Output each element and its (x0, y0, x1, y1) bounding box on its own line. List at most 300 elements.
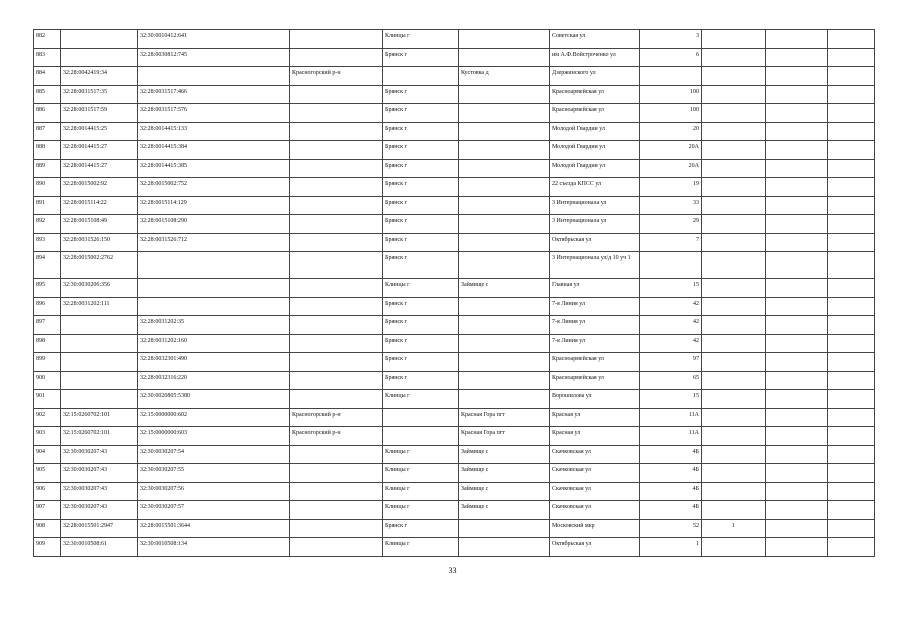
table-row (34, 85, 875, 104)
table-row (34, 233, 875, 252)
district-cell (290, 501, 383, 520)
cadastral-number-land: 32:28:0015114:22 (61, 196, 138, 215)
table-row (34, 178, 875, 197)
city-cell: Брянск г (383, 233, 459, 252)
city-cell: Брянск г (383, 252, 459, 279)
extra-cell (702, 196, 766, 215)
district-cell (290, 482, 383, 501)
extra-cell: 1 (702, 519, 766, 538)
house-number-cell: 4Б (640, 464, 702, 483)
cadastral-number-land: 32:15:0260702:101 (61, 408, 138, 427)
city-cell: Брянск г (383, 196, 459, 215)
row-number: 897 (34, 316, 61, 335)
settlement-cell (459, 215, 550, 234)
house-number-cell: 15 (640, 390, 702, 409)
cadastral-number-land (61, 316, 138, 335)
table-row (34, 538, 875, 557)
empty-cell (766, 30, 828, 49)
cadastral-number-building: 32:30:0010412:641 (138, 30, 290, 49)
cadastral-number-land: 32:30:0030207:43 (61, 445, 138, 464)
empty-cell (766, 178, 828, 197)
district-cell (290, 141, 383, 160)
row-number: 893 (34, 233, 61, 252)
empty-cell (828, 279, 875, 298)
extra-cell (702, 279, 766, 298)
extra-cell (702, 482, 766, 501)
house-number-cell: 11А (640, 408, 702, 427)
street-cell: Октябрьская ул (550, 538, 640, 557)
table-row (34, 48, 875, 67)
empty-cell (828, 178, 875, 197)
empty-cell (766, 390, 828, 409)
street-cell: Красноармейская ул (550, 371, 640, 390)
house-number-cell: 15 (640, 279, 702, 298)
empty-cell (766, 371, 828, 390)
settlement-cell (459, 159, 550, 178)
city-cell: Клинцы г (383, 501, 459, 520)
empty-cell (828, 85, 875, 104)
street-cell: Скачковская ул (550, 464, 640, 483)
city-cell: Брянск г (383, 334, 459, 353)
cadastral-number-building: 32:28:0014415:385 (138, 159, 290, 178)
street-cell: Скачковская ул (550, 501, 640, 520)
cadastral-number-building: 32:28:0031202:160 (138, 334, 290, 353)
empty-cell (828, 334, 875, 353)
cadastral-number-building: 32:15:0000000:602 (138, 408, 290, 427)
house-number-cell: 11А (640, 427, 702, 446)
table-row (34, 501, 875, 520)
street-cell: Скачковская ул (550, 445, 640, 464)
extra-cell (702, 30, 766, 49)
cadastral-number-land: 32:28:0031202:111 (61, 297, 138, 316)
cadastral-number-land: 32:28:0014415:27 (61, 159, 138, 178)
empty-cell (828, 371, 875, 390)
cadastral-number-building (138, 67, 290, 86)
table-row (34, 215, 875, 234)
extra-cell (702, 427, 766, 446)
street-cell: Красноармейская ул (550, 353, 640, 372)
district-cell (290, 353, 383, 372)
cadastral-number-land (61, 371, 138, 390)
empty-cell (766, 297, 828, 316)
street-cell: Дзержинского ул (550, 67, 640, 86)
cadastral-number-building: 32:28:0015501:3644 (138, 519, 290, 538)
row-number: 899 (34, 353, 61, 372)
empty-cell (766, 334, 828, 353)
row-number: 905 (34, 464, 61, 483)
empty-cell (828, 408, 875, 427)
row-number: 909 (34, 538, 61, 557)
street-cell: Красная ул (550, 408, 640, 427)
extra-cell (702, 316, 766, 335)
house-number-cell: 20А (640, 141, 702, 160)
district-cell: Красногорский р-н (290, 408, 383, 427)
registry-body (34, 30, 875, 557)
cadastral-number-land: 32:28:0014415:27 (61, 141, 138, 160)
extra-cell (702, 353, 766, 372)
settlement-cell (459, 122, 550, 141)
city-cell: Клинцы г (383, 445, 459, 464)
row-number: 890 (34, 178, 61, 197)
empty-cell (828, 519, 875, 538)
table-row (34, 316, 875, 335)
row-number: 892 (34, 215, 61, 234)
city-cell: Брянск г (383, 215, 459, 234)
settlement-cell (459, 233, 550, 252)
empty-cell (828, 67, 875, 86)
district-cell (290, 371, 383, 390)
street-cell: 22 съезда КПСС ул (550, 178, 640, 197)
settlement-cell (459, 85, 550, 104)
street-cell: Октябрьская ул (550, 233, 640, 252)
row-number: 889 (34, 159, 61, 178)
extra-cell (702, 159, 766, 178)
cadastral-number-land: 32:30:0030207:43 (61, 501, 138, 520)
settlement-cell (459, 519, 550, 538)
empty-cell (828, 141, 875, 160)
cadastral-number-building: 32:28:0031517:466 (138, 85, 290, 104)
district-cell (290, 538, 383, 557)
extra-cell (702, 67, 766, 86)
empty-cell (766, 233, 828, 252)
cadastral-number-land: 32:28:0031517:59 (61, 104, 138, 123)
city-cell: Брянск г (383, 316, 459, 335)
cadastral-number-building (138, 297, 290, 316)
row-number: 884 (34, 67, 61, 86)
cadastral-number-land: 32:28:0015108:49 (61, 215, 138, 234)
house-number-cell (640, 67, 702, 86)
city-cell: Клинцы г (383, 390, 459, 409)
district-cell (290, 85, 383, 104)
empty-cell (766, 519, 828, 538)
district-cell (290, 519, 383, 538)
house-number-cell: 29 (640, 215, 702, 234)
city-cell (383, 67, 459, 86)
table-row (34, 445, 875, 464)
street-cell: Московский мкр (550, 519, 640, 538)
table-row (34, 67, 875, 86)
empty-cell (766, 482, 828, 501)
street-cell: 7-я Линия ул (550, 316, 640, 335)
settlement-cell (459, 538, 550, 557)
empty-cell (766, 445, 828, 464)
empty-cell (766, 104, 828, 123)
cadastral-number-land: 32:30:0030206:356 (61, 279, 138, 298)
settlement-cell: Красная Гора пгт (459, 427, 550, 446)
table-row (34, 482, 875, 501)
row-number: 898 (34, 334, 61, 353)
empty-cell (766, 279, 828, 298)
house-number-cell: 1 (640, 538, 702, 557)
table-row (34, 408, 875, 427)
district-cell (290, 233, 383, 252)
settlement-cell: Кустовка д (459, 67, 550, 86)
cadastral-number-building: 32:28:0031202:35 (138, 316, 290, 335)
house-number-cell (640, 252, 702, 279)
empty-cell (828, 297, 875, 316)
house-number-cell: 100 (640, 104, 702, 123)
house-number-cell: 42 (640, 316, 702, 335)
extra-cell (702, 445, 766, 464)
empty-cell (828, 30, 875, 49)
cadastral-number-building: 32:28:0031517:576 (138, 104, 290, 123)
extra-cell (702, 501, 766, 520)
table-row (34, 104, 875, 123)
city-cell: Брянск г (383, 353, 459, 372)
street-cell: 3 Интернационала ул/д 10 уч 1 (550, 252, 640, 279)
extra-cell (702, 464, 766, 483)
settlement-cell (459, 196, 550, 215)
cadastral-number-building: 32:30:0010508:134 (138, 538, 290, 557)
house-number-cell: 20А (640, 159, 702, 178)
district-cell (290, 178, 383, 197)
street-cell: Красная ул (550, 427, 640, 446)
street-cell: 3 Интернационала ул (550, 215, 640, 234)
city-cell: Клинцы г (383, 279, 459, 298)
street-cell: Ворошилова ул (550, 390, 640, 409)
empty-cell (766, 196, 828, 215)
cadastral-number-land (61, 390, 138, 409)
table-row (34, 353, 875, 372)
empty-cell (828, 482, 875, 501)
empty-cell (766, 159, 828, 178)
table-row (34, 297, 875, 316)
cadastral-number-building: 32:30:0020805:5380 (138, 390, 290, 409)
house-number-cell: 65 (640, 371, 702, 390)
city-cell: Брянск г (383, 48, 459, 67)
settlement-cell (459, 252, 550, 279)
district-cell (290, 48, 383, 67)
city-cell: Брянск г (383, 85, 459, 104)
settlement-cell (459, 371, 550, 390)
cadastral-number-land: 32:15:0260702:101 (61, 427, 138, 446)
district-cell (290, 196, 383, 215)
house-number-cell: 4Б (640, 482, 702, 501)
city-cell: Брянск г (383, 178, 459, 197)
empty-cell (766, 252, 828, 279)
settlement-cell: Займище с (459, 279, 550, 298)
empty-cell (766, 67, 828, 86)
empty-cell (766, 48, 828, 67)
city-cell: Брянск г (383, 371, 459, 390)
house-number-cell: 4Б (640, 501, 702, 520)
empty-cell (828, 464, 875, 483)
row-number: 906 (34, 482, 61, 501)
empty-cell (766, 464, 828, 483)
street-cell: Советская ул (550, 30, 640, 49)
row-number: 895 (34, 279, 61, 298)
street-cell: Молодой Гвардии ул (550, 141, 640, 160)
table-row (34, 159, 875, 178)
street-cell: Красноармейская ул (550, 104, 640, 123)
house-number-cell: 42 (640, 297, 702, 316)
row-number: 882 (34, 30, 61, 49)
empty-cell (828, 427, 875, 446)
extra-cell (702, 104, 766, 123)
city-cell: Клинцы г (383, 482, 459, 501)
empty-cell (828, 390, 875, 409)
table-row (34, 519, 875, 538)
extra-cell (702, 371, 766, 390)
empty-cell (828, 122, 875, 141)
city-cell: Брянск г (383, 104, 459, 123)
cadastral-number-building: 32:28:0032316:220 (138, 371, 290, 390)
street-cell: Красноармейская ул (550, 85, 640, 104)
district-cell (290, 464, 383, 483)
extra-cell (702, 122, 766, 141)
city-cell (383, 408, 459, 427)
table-row (34, 464, 875, 483)
cadastral-number-building: 32:28:0030812:745 (138, 48, 290, 67)
table-row (34, 196, 875, 215)
cadastral-number-land (61, 48, 138, 67)
city-cell: Брянск г (383, 519, 459, 538)
cadastral-number-building: 32:30:0030207:54 (138, 445, 290, 464)
settlement-cell (459, 48, 550, 67)
city-cell: Клинцы г (383, 30, 459, 49)
empty-cell (766, 353, 828, 372)
house-number-cell: 4Б (640, 445, 702, 464)
settlement-cell (459, 30, 550, 49)
row-number: 894 (34, 252, 61, 279)
row-number: 908 (34, 519, 61, 538)
row-number: 885 (34, 85, 61, 104)
row-number: 903 (34, 427, 61, 446)
row-number: 904 (34, 445, 61, 464)
empty-cell (828, 104, 875, 123)
district-cell (290, 334, 383, 353)
district-cell (290, 445, 383, 464)
settlement-cell (459, 390, 550, 409)
empty-cell (828, 48, 875, 67)
extra-cell (702, 141, 766, 160)
cadastral-number-land: 32:28:0015002:92 (61, 178, 138, 197)
extra-cell (702, 252, 766, 279)
cadastral-number-building: 32:30:0030207:56 (138, 482, 290, 501)
district-cell (290, 30, 383, 49)
district-cell: Красногорский р-н (290, 67, 383, 86)
row-number: 900 (34, 371, 61, 390)
district-cell (290, 297, 383, 316)
house-number-cell: 42 (640, 334, 702, 353)
row-number: 886 (34, 104, 61, 123)
street-cell: им А.Ф.Войстроченко ул (550, 48, 640, 67)
extra-cell (702, 215, 766, 234)
house-number-cell: 52 (640, 519, 702, 538)
city-cell: Брянск г (383, 297, 459, 316)
empty-cell (766, 501, 828, 520)
cadastral-number-building: 32:30:0030207:55 (138, 464, 290, 483)
house-number-cell: 3 (640, 30, 702, 49)
settlement-cell: Займище с (459, 464, 550, 483)
street-cell: Скачковская ул (550, 482, 640, 501)
row-number: 888 (34, 141, 61, 160)
row-number: 896 (34, 297, 61, 316)
cadastral-number-land: 32:28:0014415:25 (61, 122, 138, 141)
district-cell (290, 215, 383, 234)
empty-cell (828, 353, 875, 372)
house-number-cell: 7 (640, 233, 702, 252)
table-row (34, 427, 875, 446)
cadastral-number-land: 32:30:0030207:43 (61, 464, 138, 483)
cadastral-number-land: 32:28:0031517:35 (61, 85, 138, 104)
table-row (34, 122, 875, 141)
settlement-cell (459, 316, 550, 335)
empty-cell (766, 316, 828, 335)
house-number-cell: 20 (640, 122, 702, 141)
district-cell (290, 104, 383, 123)
district-cell (290, 316, 383, 335)
street-cell: 3 Интернационала ул (550, 196, 640, 215)
extra-cell (702, 408, 766, 427)
cadastral-number-building: 32:28:0014415:133 (138, 122, 290, 141)
row-number: 907 (34, 501, 61, 520)
cadastral-number-land (61, 353, 138, 372)
extra-cell (702, 178, 766, 197)
district-cell (290, 159, 383, 178)
cadastral-number-building: 32:28:0015114:129 (138, 196, 290, 215)
table-row (34, 279, 875, 298)
row-number: 901 (34, 390, 61, 409)
house-number-cell: 6 (640, 48, 702, 67)
empty-cell (766, 85, 828, 104)
empty-cell (828, 501, 875, 520)
city-cell: Клинцы г (383, 464, 459, 483)
row-number: 887 (34, 122, 61, 141)
empty-cell (828, 538, 875, 557)
cadastral-number-building: 32:28:0015108:290 (138, 215, 290, 234)
empty-cell (828, 196, 875, 215)
table-row (34, 141, 875, 160)
district-cell: Красногорский р-н (290, 427, 383, 446)
empty-cell (828, 215, 875, 234)
street-cell: 7-я Линия ул (550, 334, 640, 353)
extra-cell (702, 297, 766, 316)
property-registry-table (33, 29, 875, 557)
street-cell: Главная ул (550, 279, 640, 298)
extra-cell (702, 85, 766, 104)
empty-cell (828, 252, 875, 279)
row-number: 883 (34, 48, 61, 67)
cadastral-number-land: 32:30:0010508:61 (61, 538, 138, 557)
cadastral-number-land: 32:28:0015501:2947 (61, 519, 138, 538)
table-row (34, 371, 875, 390)
settlement-cell: Займище с (459, 482, 550, 501)
cadastral-number-building: 32:28:0031526:712 (138, 233, 290, 252)
district-cell (290, 279, 383, 298)
street-cell: 7-я Линия ул (550, 297, 640, 316)
settlement-cell (459, 104, 550, 123)
extra-cell (702, 334, 766, 353)
cadastral-number-building: 32:30:0030207:57 (138, 501, 290, 520)
city-cell: Брянск г (383, 159, 459, 178)
cadastral-number-building (138, 252, 290, 279)
city-cell (383, 427, 459, 446)
empty-cell (766, 141, 828, 160)
table-row (34, 390, 875, 409)
extra-cell (702, 48, 766, 67)
cadastral-number-building: 32:15:0000000:603 (138, 427, 290, 446)
cadastral-number-land: 32:28:0031526:150 (61, 233, 138, 252)
cadastral-number-building: 32:28:0032301:490 (138, 353, 290, 372)
house-number-cell: 19 (640, 178, 702, 197)
settlement-cell: Займище с (459, 445, 550, 464)
empty-cell (766, 215, 828, 234)
settlement-cell: Займище с (459, 501, 550, 520)
empty-cell (766, 408, 828, 427)
empty-cell (828, 316, 875, 335)
house-number-cell: 33 (640, 196, 702, 215)
